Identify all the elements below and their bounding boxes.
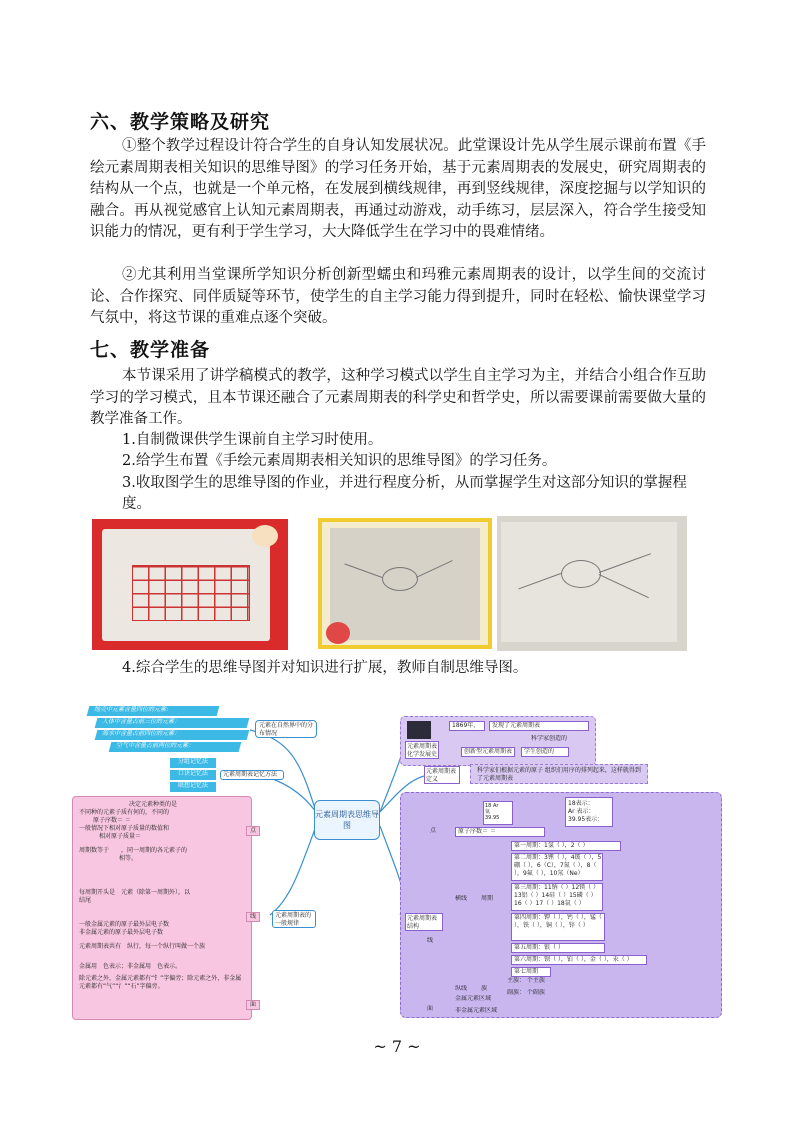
memory-method: 口诀记忆法 xyxy=(170,770,216,780)
structure-panel xyxy=(400,792,722,1018)
prep-item-2: 2.给学生布置《手绘元素周期表相关知识的思维导图》的学习任务。 xyxy=(122,453,557,469)
distribution-item: 人体中含量占前三位的元素： xyxy=(95,718,250,728)
history-item: 创新型元素周期表 xyxy=(461,747,515,757)
period-row: 第一周期：1氢（ ），2（ ） xyxy=(511,841,621,851)
section-7-title: 七、教学准备 xyxy=(90,339,211,361)
group-row: 主族： 个主族 xyxy=(507,977,545,984)
history-panel xyxy=(400,716,596,766)
structure-point-tag: 点 xyxy=(429,827,436,834)
law-text: 非金属元素的原子最外层电子数 xyxy=(79,929,164,936)
student-mindmap-photo-2 xyxy=(318,518,492,649)
prep-item-3-text: 3.收取图学生的思维导图的作业，并进行程度分析，从而掌握学生对这部分知识的掌握程度。 xyxy=(122,475,687,512)
area-item: 金属元素区域 xyxy=(455,995,492,1002)
memory-method-label: 元素周期表记忆方法 xyxy=(220,770,284,780)
mind-map-center: 元素周期表思维导图 xyxy=(314,800,380,840)
distribution-item: 地壳中元素含量四位的元素: xyxy=(87,706,220,716)
group-row: 副族： 个副族 xyxy=(507,989,545,996)
period-row: 第五周期：银（ ） xyxy=(511,943,605,953)
horizontal-line-label: 横线 xyxy=(455,895,468,902)
distribution-item: 空气中含量占前两位的元素： xyxy=(109,742,242,752)
cartoon-icon xyxy=(326,622,350,644)
prep-item-3 xyxy=(122,473,708,515)
law-text: 每周期开头是 元素（除第一周期外），以 xyxy=(79,889,191,896)
prep-item-1: 1.自制微课供学生课前自主学习时使用。 xyxy=(122,432,383,448)
history-item: 学生创造的 xyxy=(521,747,569,757)
period-row: 第四周期：钾（ ），钙（ ），锰（ ），铁（ ），铜（ ），锌（ ） xyxy=(511,913,605,941)
general-law-panel xyxy=(72,796,252,1020)
group-label: 族 xyxy=(481,985,488,992)
portrait-icon xyxy=(407,721,431,739)
law-text: 元素周期表共有 纵行，每一个纵行叫做一个族 xyxy=(79,943,206,950)
student-mindmap-photo-1 xyxy=(92,519,288,650)
law-text: 一般金属元素的原子最外层电子数 xyxy=(79,921,170,928)
period-row: 第六周期：钡（ ），铂（ ），金（ ），汞（ ） xyxy=(511,955,647,965)
law-text: 原子序数＝ ＝ xyxy=(93,817,131,824)
law-text: 结尾 xyxy=(79,897,92,904)
memory-method: 分组记忆法 xyxy=(170,758,216,768)
distribution-item: 海水中含量占前四位的元素： xyxy=(95,730,250,740)
period-label: 周期 xyxy=(481,895,494,902)
section-6-paragraph-2: ②尤其利用当堂课所学知识分析创新型蠕虫和玛雅元素周期表的设计，以学生间的交流讨论、合作探究、同伴质疑等环节，使学生的自主学习能力得到提升，同时在轻松、愉快课堂学习气氛中，将这节课的重难点逐个突破。 xyxy=(90,267,706,326)
law-text: 相对原子质量＝ xyxy=(99,833,142,840)
history-item: 发现了元素周期表 xyxy=(489,721,589,731)
section-6-title: 六、教学策略及研究 xyxy=(90,111,271,133)
atomic-number-box: 原子序数＝ ＝ xyxy=(455,827,545,837)
law-text: 一般情况下相对原子质量的数值和 xyxy=(79,825,170,832)
vertical-line-label: 纵线 xyxy=(455,985,468,992)
law-text: 不同种的元素子质有何的，不同的 xyxy=(79,809,170,816)
law-text: 相等。 xyxy=(119,855,138,862)
law-face-tag: 面 xyxy=(246,1000,260,1010)
history-label: 元素周期表化学发展史 xyxy=(407,743,438,758)
period-row: 第三周期：11钠（ ）12镁（ ）13铝（ ）14硅（ ）15磷（ ）16（ ）17（ ）18氩（ ） xyxy=(511,883,603,911)
structure-face-tag: 面 xyxy=(427,1005,434,1012)
law-text: 金属用 色表示；非金属用 色表示。 xyxy=(79,963,182,970)
hand-drawn-periodic-table xyxy=(132,565,250,621)
student-mindmap-photo-3 xyxy=(497,516,687,651)
law-line-tag: 线 xyxy=(246,912,260,922)
section-6-paragraph-1: ①整个教学过程设计符合学生的自身认知发展状况。此堂课设计先从学生展示课前布置《手绘元素周期表相关知识的思维导图》的学习任务开始，基于元素周期表的发展史，研究周期表的结构从一个点，也就是一个单元格，在发展到横线规律，再到竖线规律，深度挖掘与以学知识的融合。再从视觉感官上认知元素周期表，再通过动游戏，动手练习，层层深入，符合学生接受知识能力的情况，更有利于学生学习，大大降低学生在学习中的畏难情绪。 xyxy=(90,138,706,240)
law-point-tag: 点 xyxy=(246,826,260,836)
general-law-label: 元素周期表的一般规律 xyxy=(272,910,316,928)
structure-line-tag: 线 xyxy=(427,937,434,944)
element-explain-box: 18表示： Ar 表示： 39.95表示： xyxy=(565,797,613,827)
decoration-icon xyxy=(252,525,278,547)
sketch-node xyxy=(561,560,601,588)
period-row: 第七周期 xyxy=(511,967,551,977)
law-text: 除元素之外，金属元素都有“钅”字偏旁；除元素之外，非金属元素都有“气”“氵”“石”字偏旁。 xyxy=(79,975,242,990)
law-text: 周期数等于 ，同一周期的各元素子的 xyxy=(79,847,188,854)
page-number: ~ 7 ~ xyxy=(373,1037,421,1056)
teacher-mind-map xyxy=(70,700,724,1025)
distribution-label: 元素在自然界中的分布情况 xyxy=(255,720,317,738)
law-text: 决定元素种类的是 xyxy=(129,801,178,808)
memory-method: 联想记忆法 xyxy=(170,782,216,792)
period-row: 第二周期：3锂（ ），4铍（ ），5硼（ ），6（C），7氮（ ），8（ ），9氟（ ），10氖（Ne） xyxy=(511,853,603,881)
history-item: 1869年， xyxy=(449,721,485,731)
definition-label: 元素周期表定义 xyxy=(424,766,460,784)
section-7-paragraph-1: 本节课采用了讲学稿模式的教学，这种学习模式以学生自主学习为主，并结合小组合作互助学习的学习模式，且本节课还融合了元素周期表的科学史和哲学史，所以需要课前需要做大量的教学准备工作。 xyxy=(90,368,706,427)
element-tile: 18 Ar 氩 39.95 xyxy=(483,801,513,825)
prep-item-4: 4.综合学生的思维导图并对知识进行扩展，教师自制思维导图。 xyxy=(122,660,528,676)
area-item: 非金属元素区域 xyxy=(455,1007,498,1014)
definition-text: 科学家们根据元素的原子 组织们用序的排列起来，这样就得到了元素周期表 xyxy=(470,764,648,784)
history-item: 科学家创造的 xyxy=(531,735,568,742)
structure-label: 元素周期表结构 xyxy=(405,913,443,931)
sketch-node xyxy=(382,567,418,591)
